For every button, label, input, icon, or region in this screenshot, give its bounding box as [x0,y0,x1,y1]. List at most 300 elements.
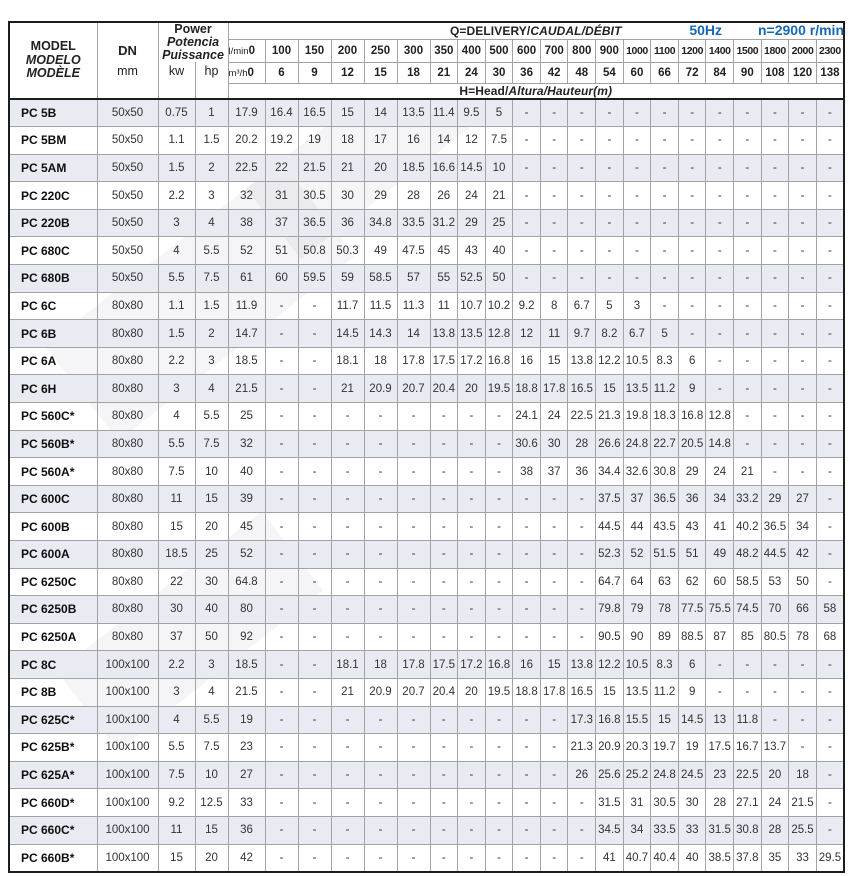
kw-cell: 1.1 [158,127,195,155]
head-cell: 78 [651,596,679,624]
kw-cell: 11 [158,816,195,844]
head-cell: - [734,320,762,348]
hp-cell: 2 [195,320,228,348]
head-cell: - [364,761,397,789]
head-cell: - [540,209,568,237]
table-row [9,734,844,762]
head-cell: - [816,403,844,431]
head-cell: 31 [265,182,298,210]
head-cell: - [485,458,513,486]
head-cell: 59 [331,265,364,293]
head-cell: 14.7 [228,320,265,348]
model-cell: PC 6250C [9,568,97,596]
head-cell: - [331,430,364,458]
head-cell: 34 [706,485,734,513]
kw-cell: 5.5 [158,265,195,293]
head-cell: 9.7 [568,320,596,348]
head-cell: - [540,706,568,734]
head-cell: - [678,182,706,210]
head-cell: - [397,596,430,624]
head-cell: - [540,154,568,182]
head-cell: 17.3 [568,706,596,734]
table-row [9,209,844,237]
model-cell: PC 6B [9,320,97,348]
head-cell: 37 [265,209,298,237]
head-cell: - [513,734,541,762]
dn-cell: 80x80 [97,513,158,541]
head-cell: 11.3 [397,292,430,320]
head-cell: 40 [485,237,513,265]
head-cell: 11 [540,320,568,348]
head-cell: 21 [734,458,762,486]
head-cell: - [568,237,596,265]
head-cell: 20.3 [623,734,651,762]
head-cell: - [761,651,789,679]
head-cell: - [265,651,298,679]
head-cell: - [568,816,596,844]
head-cell: - [596,265,624,293]
lmin-zero: 0 [248,44,255,57]
m3h-zero: 0 [247,66,254,79]
power-header-fr: Puissance [162,48,224,62]
head-cell: 52 [228,541,265,569]
head-cell: - [265,734,298,762]
head-cell: - [540,541,568,569]
dn-cell: 80x80 [97,292,158,320]
head-cell: 40.7 [623,844,651,872]
table-row [9,154,844,182]
head-cell: - [397,541,430,569]
head-cell: 17.8 [397,347,430,375]
head-cell: - [485,596,513,624]
head-cell: 19.2 [265,127,298,155]
head-cell: 51 [265,237,298,265]
hp-cell: 15 [195,816,228,844]
head-cell: - [816,154,844,182]
head-cell: - [761,430,789,458]
table-row [9,623,844,651]
model-cell: PC 6C [9,292,97,320]
head-cell: - [623,127,651,155]
catalog-page [0,21,851,876]
head-cell: - [816,347,844,375]
kw-cell: 18.5 [158,541,195,569]
head-cell: 18 [364,651,397,679]
head-cell: 24 [706,458,734,486]
hp-cell: 10 [195,458,228,486]
head-cell: - [331,623,364,651]
head-cell: - [761,127,789,155]
head-cell: - [651,237,679,265]
head-cell: - [430,734,458,762]
head-cell: 33.5 [651,816,679,844]
head-cell: - [761,403,789,431]
head-cell: - [265,761,298,789]
head-cell: 16 [513,651,541,679]
head-cell: - [568,623,596,651]
head-cell: - [298,789,331,817]
head-cell: 20.9 [364,678,397,706]
dn-cell: 50x50 [97,182,158,210]
head-cell: 25.6 [596,761,624,789]
head-cell: 20.9 [596,734,624,762]
head-cell: 30.8 [734,816,762,844]
head-cell: - [678,154,706,182]
head-cell: - [513,541,541,569]
table-row [9,430,844,458]
head-cell: - [540,596,568,624]
head-cell: 19.7 [651,734,679,762]
head-cell: 59.5 [298,265,331,293]
head-cell: - [265,789,298,817]
head-cell: 47.5 [397,237,430,265]
head-cell: 10.5 [623,651,651,679]
head-cell: 51.5 [651,541,679,569]
head-cell: - [331,568,364,596]
head-cell: 26 [568,761,596,789]
model-cell: PC 560A* [9,458,97,486]
kw-cell: 1.5 [158,320,195,348]
dn-cell: 50x50 [97,209,158,237]
head-cell: 50 [485,265,513,293]
head-cell: 88.5 [678,623,706,651]
head-cell: - [265,458,298,486]
head-cell: - [706,154,734,182]
table-row [9,458,844,486]
kw-cell: 3 [158,375,195,403]
head-cell: - [540,99,568,127]
model-cell: PC 220C [9,182,97,210]
head-cell: - [298,292,331,320]
head-cell: 18 [364,347,397,375]
head-cell: - [513,237,541,265]
head-cell: 38 [513,458,541,486]
head-cell: - [458,596,486,624]
head-cell: - [430,403,458,431]
speed-label: n=2900 r/min [758,22,844,38]
q-title-intl: CAUDAL/DÉBIT [530,23,622,38]
head-cell: - [298,458,331,486]
head-cell: 41 [706,513,734,541]
lmin-col-header: 500 [485,39,513,62]
head-cell: 15 [651,706,679,734]
h-title-en: H=Head/ [459,83,509,98]
head-cell: 25.2 [623,761,651,789]
head-cell: 28 [761,816,789,844]
head-cell: 63 [651,568,679,596]
model-cell: PC 680B [9,265,97,293]
hp-cell: 1.5 [195,292,228,320]
kw-cell: 1.1 [158,292,195,320]
head-cell: - [789,375,817,403]
head-cell: 21.3 [596,403,624,431]
head-cell: - [734,651,762,679]
head-cell: - [761,209,789,237]
head-cell: 34.8 [364,209,397,237]
model-cell: PC 600B [9,513,97,541]
head-cell: - [761,99,789,127]
head-cell: 31.5 [596,789,624,817]
head-cell: 18.5 [228,347,265,375]
head-cell: - [540,182,568,210]
head-cell: 12.2 [596,651,624,679]
head-cell: - [298,375,331,403]
head-cell: 17.8 [540,375,568,403]
head-cell: - [513,761,541,789]
head-cell: 17.9 [228,99,265,127]
hp-cell: 7.5 [195,265,228,293]
head-cell: - [568,568,596,596]
head-cell: - [430,430,458,458]
m3h-col-header: 6 [265,62,298,83]
head-cell: - [816,99,844,127]
head-cell: - [568,485,596,513]
head-cell: - [298,651,331,679]
head-cell: - [816,458,844,486]
head-cell: - [761,320,789,348]
head-cell: - [458,789,486,817]
head-cell: 23 [228,734,265,762]
head-cell: - [331,734,364,762]
head-cell: - [458,541,486,569]
head-cell: 85 [734,623,762,651]
head-cell: 17.8 [540,678,568,706]
table-row [9,706,844,734]
head-cell: 17.5 [430,347,458,375]
head-cell: 19.5 [485,678,513,706]
head-cell: 21.3 [568,734,596,762]
head-cell: 50 [789,568,817,596]
head-cell: - [761,706,789,734]
head-cell: 14.5 [678,706,706,734]
head-cell: 21 [331,154,364,182]
head-cell: - [485,623,513,651]
head-cell: 75.5 [706,596,734,624]
table-row [9,292,844,320]
head-cell: - [816,734,844,762]
m3h-col-header: 90 [734,62,762,83]
head-cell: - [265,623,298,651]
head-cell: 39 [228,485,265,513]
head-cell: - [623,182,651,210]
head-cell: - [540,513,568,541]
head-cell: 6.7 [623,320,651,348]
head-cell: 29 [678,458,706,486]
head-cell: - [789,403,817,431]
lmin-col-header [228,39,265,62]
head-cell: - [651,154,679,182]
hp-cell: 10 [195,761,228,789]
head-cell: - [265,375,298,403]
table-row [9,127,844,155]
power-column-header [158,22,228,62]
head-cell: 16.5 [568,375,596,403]
head-cell: - [513,706,541,734]
m3h-col-header: 18 [397,62,430,83]
head-cell: - [364,403,397,431]
head-cell: - [298,623,331,651]
m3h-col-header: 9 [298,62,331,83]
head-cell: - [789,292,817,320]
hp-cell: 1 [195,99,228,127]
head-cell: 10.5 [623,347,651,375]
head-cell: 21.5 [228,678,265,706]
head-cell: - [430,816,458,844]
head-cell: - [651,127,679,155]
head-cell: - [485,734,513,762]
head-cell: - [734,430,762,458]
hp-cell: 5.5 [195,237,228,265]
head-cell: - [265,292,298,320]
hp-cell: 2 [195,154,228,182]
h-title-intl: Altura/Hauteur(m) [508,83,613,98]
head-cell: 36 [678,485,706,513]
head-cell: - [678,320,706,348]
power-header-es: Potencia [166,35,220,49]
head-cell: - [458,568,486,596]
head-cell: - [596,237,624,265]
lmin-col-header: 800 [568,39,596,62]
head-cell: 34 [623,816,651,844]
head-cell: - [397,458,430,486]
head-cell: 14 [364,99,397,127]
head-cell: 30.6 [513,430,541,458]
head-cell: - [397,816,430,844]
head-cell: 38.5 [706,844,734,872]
head-cell: - [816,651,844,679]
head-cell: 30 [678,789,706,817]
head-cell: - [623,99,651,127]
head-cell: - [568,265,596,293]
head-cell: - [513,596,541,624]
dn-cell: 100x100 [97,678,158,706]
head-cell: 11.8 [734,706,762,734]
head-cell: 17.2 [458,347,486,375]
model-cell: PC 625C* [9,706,97,734]
lmin-col-header: 2300 [816,39,844,62]
hp-cell: 5.5 [195,403,228,431]
head-cell: - [513,265,541,293]
head-cell: - [331,816,364,844]
head-cell: - [458,430,486,458]
m3h-col-header: 21 [430,62,458,83]
kw-unit-header: kw [158,62,195,99]
head-cell: 19.8 [623,403,651,431]
head-cell: - [265,403,298,431]
head-cell: - [298,320,331,348]
head-cell: 78 [789,623,817,651]
head-cell: - [430,458,458,486]
kw-cell: 37 [158,623,195,651]
head-cell: - [678,265,706,293]
head-cell: 32 [228,182,265,210]
head-cell: 8.3 [651,347,679,375]
kw-cell: 5.5 [158,430,195,458]
head-cell: - [568,844,596,872]
table-row [9,485,844,513]
head-cell: 20 [458,678,486,706]
head-cell: - [706,127,734,155]
head-cell: 53 [761,568,789,596]
head-cell: - [789,265,817,293]
dn-label: DN [118,42,137,58]
head-cell: - [298,816,331,844]
table-row [9,816,844,844]
head-cell: 29.5 [816,844,844,872]
hp-cell: 7.5 [195,734,228,762]
head-cell: - [298,761,331,789]
head-cell: 16.5 [568,678,596,706]
head-cell: 13 [706,706,734,734]
head-cell: 33.2 [734,485,762,513]
head-cell: 74.5 [734,596,762,624]
m3h-col-header: 84 [706,62,734,83]
head-cell: 80.5 [761,623,789,651]
head-cell: 37.5 [596,485,624,513]
head-cell: 40.2 [734,513,762,541]
head-cell: - [816,513,844,541]
head-cell: 40 [228,458,265,486]
kw-cell: 15 [158,513,195,541]
head-cell: - [458,761,486,789]
head-cell: - [265,568,298,596]
head-cell: 19 [228,706,265,734]
m3h-col-header: 120 [789,62,817,83]
table-row [9,320,844,348]
head-cell: - [789,430,817,458]
table-row [9,265,844,293]
model-cell: PC 6250B [9,596,97,624]
head-cell: 14.8 [706,430,734,458]
head-cell: - [485,430,513,458]
head-cell: - [596,99,624,127]
head-cell: 12.8 [706,403,734,431]
head-cell: 13.8 [430,320,458,348]
head-cell: 24 [761,789,789,817]
head-cell: - [568,596,596,624]
head-cell: 52.3 [596,541,624,569]
head-cell: 44.5 [596,513,624,541]
head-cell: 34 [789,513,817,541]
head-cell: 18 [789,761,817,789]
head-cell: - [331,513,364,541]
head-cell: - [364,430,397,458]
head-cell: - [816,485,844,513]
head-cell: 14.5 [458,154,486,182]
head-cell: - [430,513,458,541]
head-cell: - [789,678,817,706]
head-cell: - [816,706,844,734]
head-cell: 87 [706,623,734,651]
head-cell: 17.8 [397,651,430,679]
head-cell: 30.8 [651,458,679,486]
head-cell: - [789,127,817,155]
head-cell: 55 [430,265,458,293]
dn-cell: 50x50 [97,154,158,182]
head-cell: 15 [540,347,568,375]
head-cell: - [513,182,541,210]
head-cell: 60 [265,265,298,293]
head-cell: 11 [430,292,458,320]
head-cell: 16.4 [265,99,298,127]
head-cell: - [513,513,541,541]
head-cell: 50.8 [298,237,331,265]
head-cell: - [458,403,486,431]
head-cell: 10.2 [485,292,513,320]
head-cell: - [458,816,486,844]
head-cell: - [485,706,513,734]
lmin-col-header: 2000 [789,39,817,62]
